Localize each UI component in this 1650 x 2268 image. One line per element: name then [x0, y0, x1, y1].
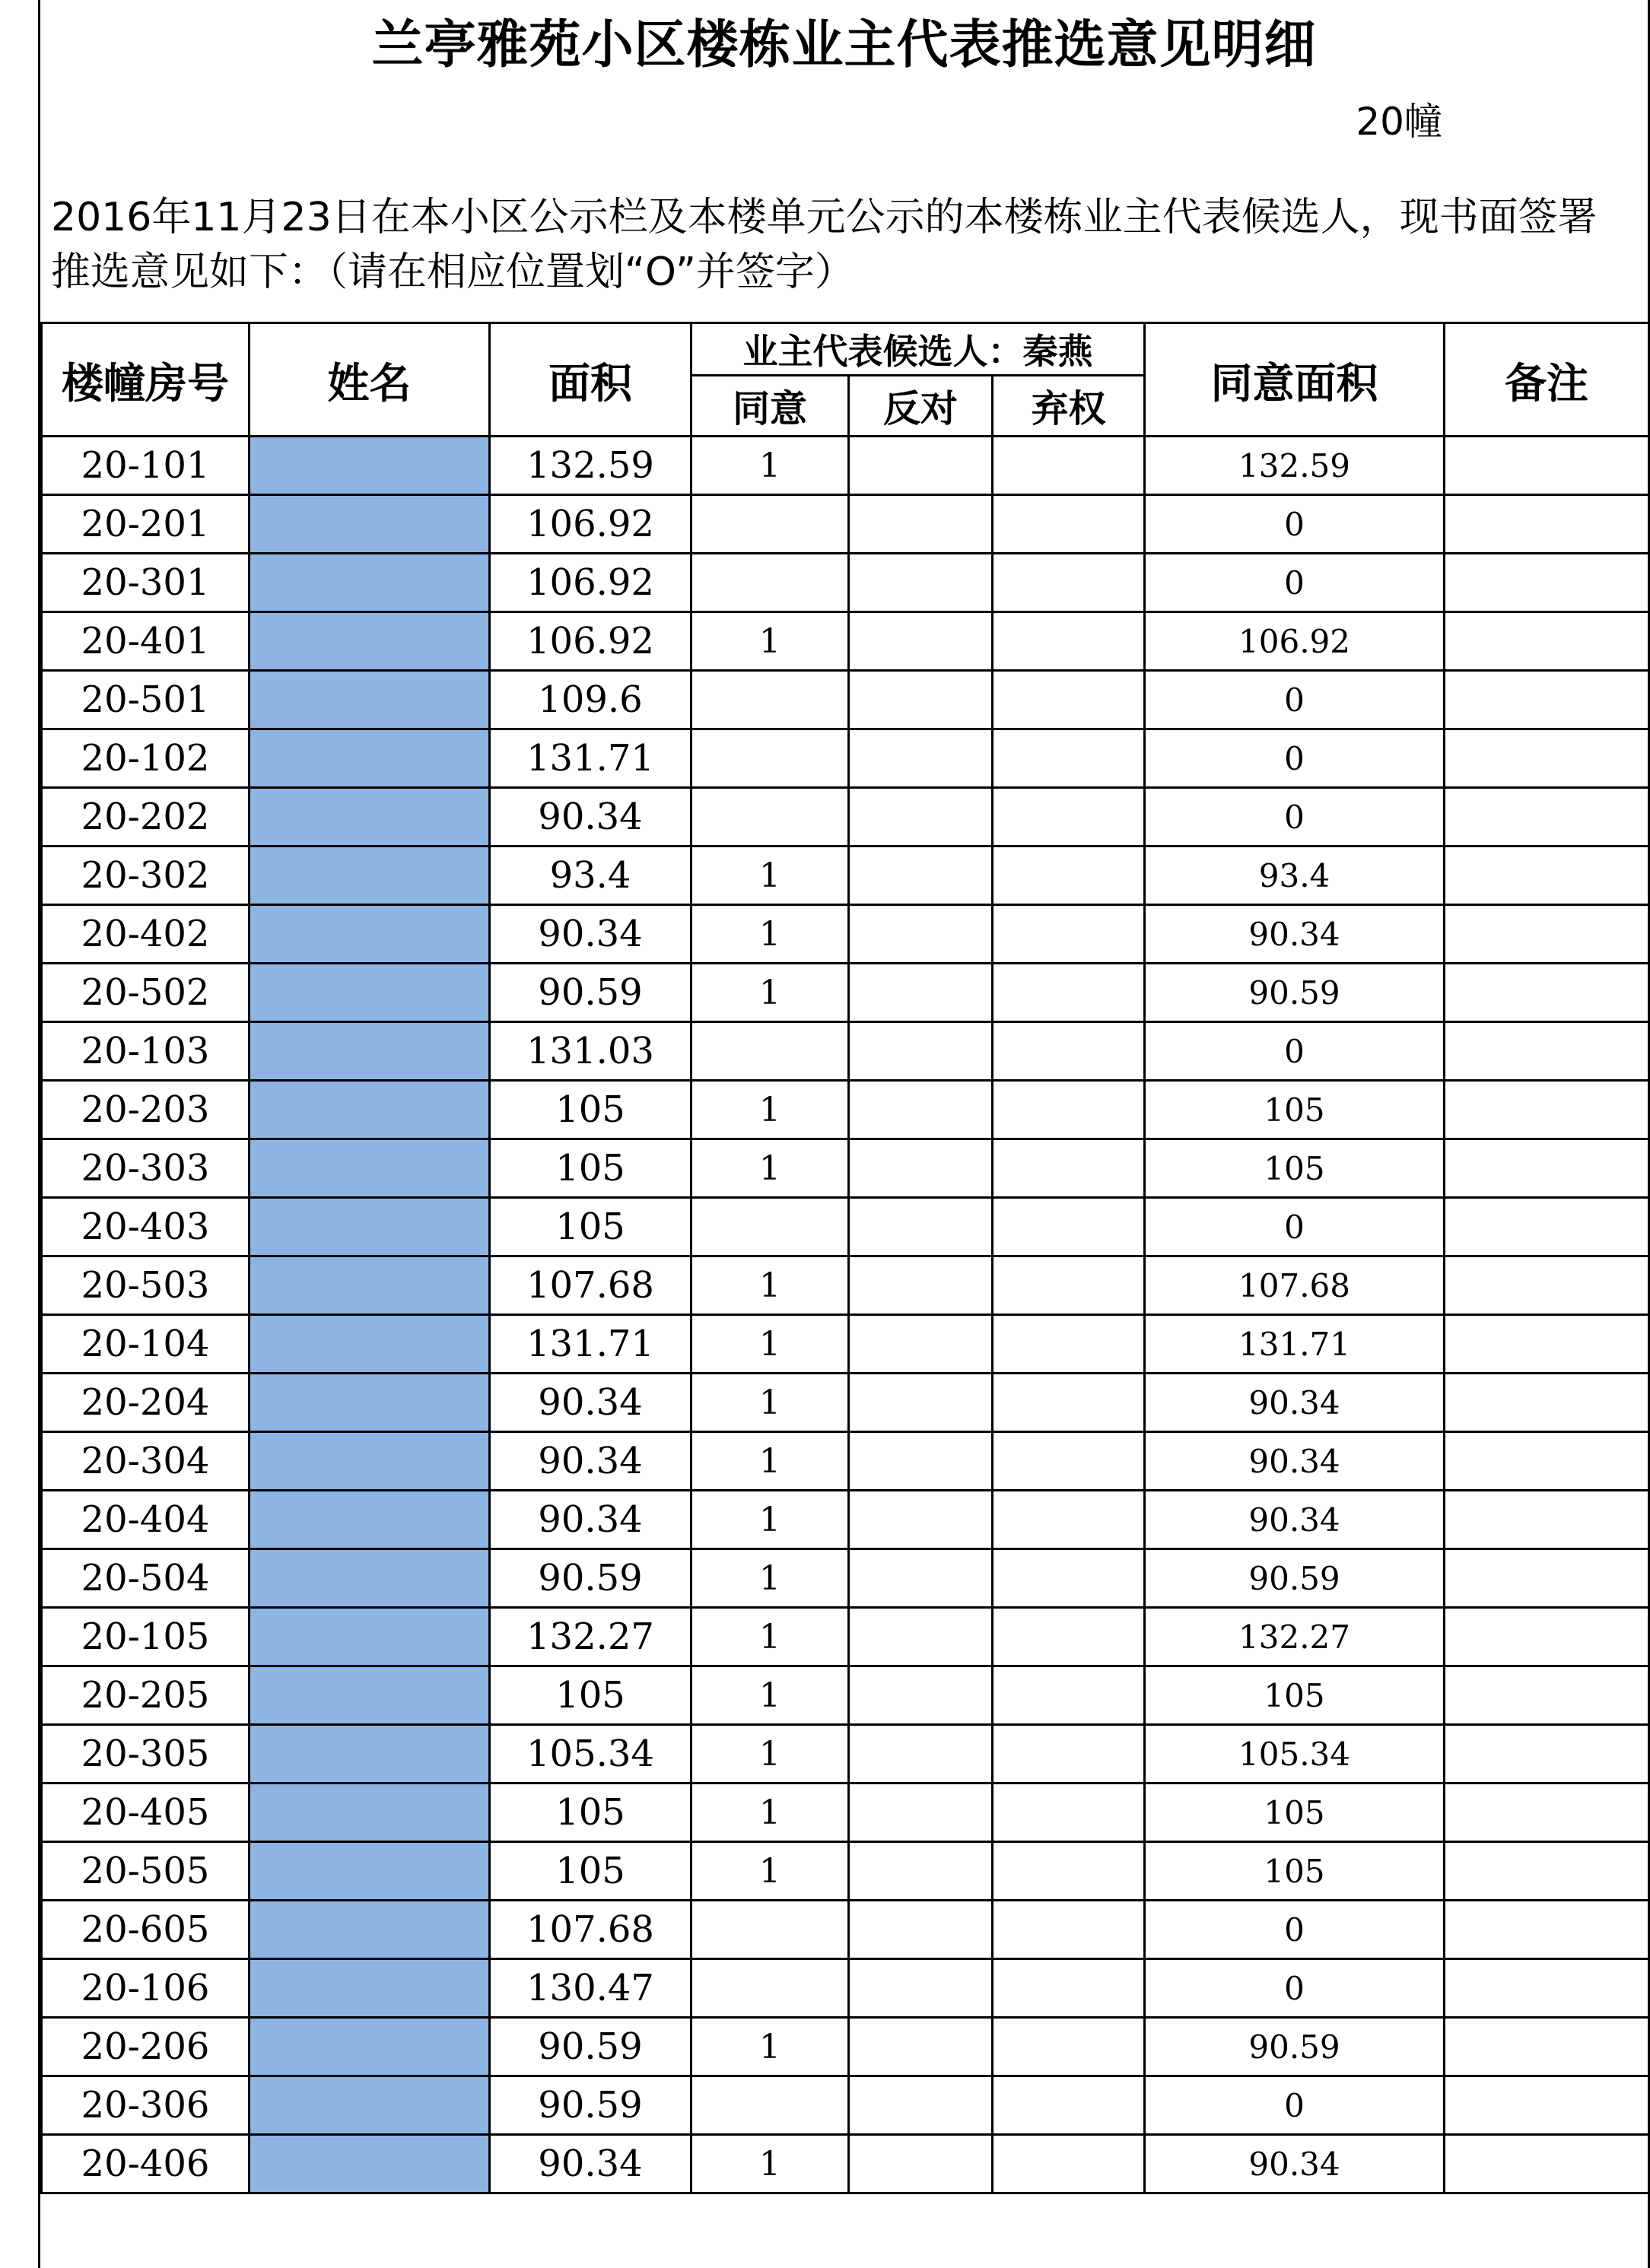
agree-area-cell: 90.59	[1145, 2018, 1445, 2076]
oppose-cell	[849, 2135, 993, 2193]
header-row-top	[42, 323, 1649, 376]
oppose-cell	[849, 2076, 993, 2135]
oppose-cell	[849, 729, 993, 788]
building-number: 20幢	[1356, 100, 1442, 144]
notice-text: 2016年11月23日在本小区公示栏及本楼单元公示的本楼栋业主代表候选人，现书面签署推选意见如下：（请在相应位置划“O”并签字）	[51, 195, 1598, 295]
remark-cell	[1445, 1959, 1649, 2018]
oppose-cell	[849, 1374, 993, 1432]
agree-cell: 1	[691, 2018, 849, 2076]
agree-cell: 1	[691, 1842, 849, 1901]
room-cell: 20-402	[42, 905, 250, 964]
abstain-cell	[993, 1901, 1145, 1959]
oppose-cell	[849, 1022, 993, 1081]
abstain-cell	[993, 554, 1145, 612]
room-cell: 20-605	[42, 1901, 250, 1959]
remark-cell	[1445, 554, 1649, 612]
agree-cell: 1	[691, 1608, 849, 1666]
name-cell	[250, 1725, 490, 1784]
remark-cell	[1445, 1842, 1649, 1901]
area-cell: 90.34	[490, 1374, 691, 1432]
room-cell: 20-404	[42, 1491, 250, 1549]
agree-cell	[691, 1959, 849, 2018]
agree-area-cell: 132.27	[1145, 1608, 1445, 1666]
remark-cell	[1445, 495, 1649, 554]
agree-cell: 1	[691, 2135, 849, 2193]
header-agree: 同意	[691, 376, 849, 437]
name-cell	[250, 2018, 490, 2076]
remark-cell	[1445, 905, 1649, 964]
remark-cell	[1445, 1315, 1649, 1374]
header-name: 姓名	[250, 323, 490, 437]
oppose-cell	[849, 1432, 993, 1491]
oppose-cell	[849, 905, 993, 964]
agree-area-cell: 93.4	[1145, 847, 1445, 905]
area-cell: 105	[490, 1666, 691, 1725]
remark-cell	[1445, 1491, 1649, 1549]
oppose-cell	[849, 671, 993, 729]
agree-area-cell: 106.92	[1145, 612, 1445, 671]
name-cell	[250, 437, 490, 495]
remark-cell	[1445, 1432, 1649, 1491]
name-cell	[250, 1608, 490, 1666]
area-cell: 105.34	[490, 1725, 691, 1784]
room-cell: 20-203	[42, 1081, 250, 1139]
abstain-cell	[993, 2018, 1145, 2076]
table-row	[42, 1432, 1649, 1491]
abstain-cell	[993, 1549, 1145, 1608]
table-row	[42, 495, 1649, 554]
remark-cell	[1445, 2135, 1649, 2193]
room-cell: 20-403	[42, 1198, 250, 1256]
room-cell: 20-405	[42, 1784, 250, 1842]
agree-area-cell: 90.34	[1145, 1491, 1445, 1549]
area-cell: 90.59	[490, 964, 691, 1022]
room-cell: 20-502	[42, 964, 250, 1022]
abstain-cell	[993, 1842, 1145, 1901]
remark-cell	[1445, 1374, 1649, 1432]
agree-area-cell: 90.34	[1145, 905, 1445, 964]
table-body	[42, 437, 1649, 2193]
name-cell	[250, 2076, 490, 2135]
agree-cell	[691, 2076, 849, 2135]
agree-area-cell: 0	[1145, 495, 1445, 554]
table-row	[42, 847, 1649, 905]
oppose-cell	[849, 1959, 993, 2018]
agree-area-cell: 105	[1145, 1139, 1445, 1198]
table-row	[42, 1022, 1649, 1081]
name-cell	[250, 1256, 490, 1315]
area-cell: 132.59	[490, 437, 691, 495]
room-cell: 20-103	[42, 1022, 250, 1081]
room-cell: 20-301	[42, 554, 250, 612]
remark-cell	[1445, 1081, 1649, 1139]
opinion-table	[40, 322, 1650, 2194]
area-cell: 105	[490, 1139, 691, 1198]
room-cell: 20-306	[42, 2076, 250, 2135]
remark-cell	[1445, 671, 1649, 729]
remark-cell	[1445, 1022, 1649, 1081]
table-row	[42, 437, 1649, 495]
agree-cell: 1	[691, 1491, 849, 1549]
abstain-cell	[993, 1022, 1145, 1081]
name-cell	[250, 2135, 490, 2193]
name-cell	[250, 1549, 490, 1608]
table-row	[42, 964, 1649, 1022]
room-cell: 20-202	[42, 788, 250, 847]
abstain-cell	[993, 1315, 1145, 1374]
remark-cell	[1445, 1139, 1649, 1198]
abstain-cell	[993, 1666, 1145, 1725]
name-cell	[250, 1198, 490, 1256]
agree-cell: 1	[691, 1139, 849, 1198]
remark-cell	[1445, 1608, 1649, 1666]
remark-cell	[1445, 1198, 1649, 1256]
abstain-cell	[993, 1432, 1145, 1491]
table-row	[42, 2076, 1649, 2135]
name-cell	[250, 1901, 490, 1959]
area-cell: 109.6	[490, 671, 691, 729]
area-cell: 130.47	[490, 1959, 691, 2018]
area-cell: 90.59	[490, 2076, 691, 2135]
name-cell	[250, 671, 490, 729]
agree-cell: 1	[691, 1081, 849, 1139]
name-cell	[250, 1374, 490, 1432]
area-cell: 107.68	[490, 1901, 691, 1959]
oppose-cell	[849, 437, 993, 495]
agree-area-cell: 105	[1145, 1842, 1445, 1901]
agree-area-cell: 105	[1145, 1081, 1445, 1139]
abstain-cell	[993, 1725, 1145, 1784]
table-row	[42, 1374, 1649, 1432]
abstain-cell	[993, 612, 1145, 671]
agree-cell	[691, 1901, 849, 1959]
name-cell	[250, 1022, 490, 1081]
oppose-cell	[849, 1081, 993, 1139]
agree-area-cell: 90.34	[1145, 1432, 1445, 1491]
name-cell	[250, 788, 490, 847]
abstain-cell	[993, 1256, 1145, 1315]
agree-cell	[691, 788, 849, 847]
table-row	[42, 1139, 1649, 1198]
remark-cell	[1445, 1784, 1649, 1842]
remark-cell	[1445, 1725, 1649, 1784]
area-cell: 131.71	[490, 1315, 691, 1374]
oppose-cell	[849, 1901, 993, 1959]
agree-area-cell: 90.59	[1145, 964, 1445, 1022]
area-cell: 90.34	[490, 1491, 691, 1549]
name-cell	[250, 847, 490, 905]
oppose-cell	[849, 788, 993, 847]
agree-cell: 1	[691, 1725, 849, 1784]
room-cell: 20-401	[42, 612, 250, 671]
name-cell	[250, 612, 490, 671]
name-cell	[250, 1666, 490, 1725]
name-cell	[250, 495, 490, 554]
room-cell: 20-503	[42, 1256, 250, 1315]
room-cell: 20-505	[42, 1842, 250, 1901]
abstain-cell	[993, 1491, 1145, 1549]
agree-cell	[691, 495, 849, 554]
agree-cell: 1	[691, 437, 849, 495]
name-cell	[250, 1315, 490, 1374]
area-cell: 107.68	[490, 1256, 691, 1315]
area-cell: 106.92	[490, 495, 691, 554]
agree-area-cell: 132.59	[1145, 437, 1445, 495]
table-row	[42, 2135, 1649, 2193]
table-row	[42, 1081, 1649, 1139]
agree-area-cell: 0	[1145, 1198, 1445, 1256]
agree-cell	[691, 554, 849, 612]
name-cell	[250, 964, 490, 1022]
header-abstain: 弃权	[993, 376, 1145, 437]
agree-area-cell: 0	[1145, 729, 1445, 788]
remark-cell	[1445, 612, 1649, 671]
agree-area-cell: 105	[1145, 1784, 1445, 1842]
name-cell	[250, 729, 490, 788]
agree-cell: 1	[691, 1256, 849, 1315]
oppose-cell	[849, 964, 993, 1022]
agree-cell	[691, 1022, 849, 1081]
area-cell: 93.4	[490, 847, 691, 905]
header-agree-area: 同意面积	[1145, 323, 1445, 437]
room-cell: 20-501	[42, 671, 250, 729]
area-cell: 90.59	[490, 2018, 691, 2076]
area-cell: 106.92	[490, 612, 691, 671]
remark-cell	[1445, 437, 1649, 495]
abstain-cell	[993, 1784, 1145, 1842]
table-row	[42, 1315, 1649, 1374]
table-row	[42, 729, 1649, 788]
room-cell: 20-204	[42, 1374, 250, 1432]
agree-area-cell: 0	[1145, 1959, 1445, 2018]
agree-area-cell: 0	[1145, 671, 1445, 729]
room-cell: 20-302	[42, 847, 250, 905]
name-cell	[250, 905, 490, 964]
agree-area-cell: 107.68	[1145, 1256, 1445, 1315]
oppose-cell	[849, 1491, 993, 1549]
abstain-cell	[993, 2076, 1145, 2135]
remark-cell	[1445, 1256, 1649, 1315]
room-cell: 20-104	[42, 1315, 250, 1374]
table-row	[42, 788, 1649, 847]
agree-area-cell: 0	[1145, 1901, 1445, 1959]
agree-area-cell: 90.34	[1145, 2135, 1445, 2193]
remark-cell	[1445, 847, 1649, 905]
table-row	[42, 1725, 1649, 1784]
table-row	[42, 612, 1649, 671]
abstain-cell	[993, 2135, 1145, 2193]
agree-cell	[691, 1198, 849, 1256]
area-cell: 106.92	[490, 554, 691, 612]
header-oppose: 反对	[849, 376, 993, 437]
oppose-cell	[849, 495, 993, 554]
abstain-cell	[993, 1959, 1145, 2018]
oppose-cell	[849, 1315, 993, 1374]
name-cell	[250, 1959, 490, 2018]
agree-area-cell: 105.34	[1145, 1725, 1445, 1784]
table-row	[42, 671, 1649, 729]
agree-area-cell: 90.34	[1145, 1374, 1445, 1432]
area-cell: 105	[490, 1784, 691, 1842]
area-cell: 90.34	[490, 905, 691, 964]
room-cell: 20-101	[42, 437, 250, 495]
remark-cell	[1445, 729, 1649, 788]
area-cell: 105	[490, 1198, 691, 1256]
page-title: 兰亭雅苑小区楼栋业主代表推选意见明细	[371, 15, 1317, 75]
agree-cell	[691, 729, 849, 788]
room-cell: 20-205	[42, 1666, 250, 1725]
agree-area-cell: 105	[1145, 1666, 1445, 1725]
agree-cell: 1	[691, 1432, 849, 1491]
oppose-cell	[849, 1256, 993, 1315]
oppose-cell	[849, 1784, 993, 1842]
table-row	[42, 1608, 1649, 1666]
header-remark: 备注	[1445, 323, 1649, 437]
abstain-cell	[993, 1374, 1145, 1432]
remark-cell	[1445, 2076, 1649, 2135]
abstain-cell	[993, 437, 1145, 495]
area-cell: 105	[490, 1842, 691, 1901]
name-cell	[250, 1842, 490, 1901]
table-row	[42, 1959, 1649, 2018]
remark-cell	[1445, 2018, 1649, 2076]
table-row	[42, 554, 1649, 612]
agree-cell: 1	[691, 1374, 849, 1432]
area-cell: 90.34	[490, 788, 691, 847]
remark-cell	[1445, 1549, 1649, 1608]
area-cell: 131.71	[490, 729, 691, 788]
header-room: 楼幢房号	[42, 323, 250, 437]
table-row	[42, 1491, 1649, 1549]
agree-area-cell: 0	[1145, 2076, 1445, 2135]
oppose-cell	[849, 1139, 993, 1198]
remark-cell	[1445, 788, 1649, 847]
room-cell: 20-106	[42, 1959, 250, 2018]
name-cell	[250, 1432, 490, 1491]
table-row	[42, 1666, 1649, 1725]
room-cell: 20-201	[42, 495, 250, 554]
spreadsheet-page	[38, 0, 1650, 2268]
oppose-cell	[849, 1198, 993, 1256]
name-cell	[250, 1139, 490, 1198]
area-cell: 132.27	[490, 1608, 691, 1666]
abstain-cell	[993, 1081, 1145, 1139]
room-cell: 20-304	[42, 1432, 250, 1491]
oppose-cell	[849, 554, 993, 612]
table-row	[42, 1784, 1649, 1842]
agree-cell: 1	[691, 1784, 849, 1842]
agree-cell: 1	[691, 964, 849, 1022]
room-cell: 20-504	[42, 1549, 250, 1608]
room-cell: 20-102	[42, 729, 250, 788]
agree-cell: 1	[691, 905, 849, 964]
name-cell	[250, 1491, 490, 1549]
oppose-cell	[849, 612, 993, 671]
agree-area-cell: 0	[1145, 1022, 1445, 1081]
agree-area-cell: 0	[1145, 788, 1445, 847]
area-cell: 105	[490, 1081, 691, 1139]
oppose-cell	[849, 1549, 993, 1608]
room-cell: 20-105	[42, 1608, 250, 1666]
abstain-cell	[993, 671, 1145, 729]
oppose-cell	[849, 1725, 993, 1784]
table-row	[42, 2018, 1649, 2076]
oppose-cell	[849, 847, 993, 905]
room-cell: 20-206	[42, 2018, 250, 2076]
table-row	[42, 905, 1649, 964]
abstain-cell	[993, 1608, 1145, 1666]
table-row	[42, 1842, 1649, 1901]
agree-cell: 1	[691, 1666, 849, 1725]
abstain-cell	[993, 729, 1145, 788]
agree-area-cell: 90.59	[1145, 1549, 1445, 1608]
name-cell	[250, 1081, 490, 1139]
oppose-cell	[849, 1842, 993, 1901]
agree-cell: 1	[691, 1549, 849, 1608]
abstain-cell	[993, 788, 1145, 847]
room-cell: 20-406	[42, 2135, 250, 2193]
table-row	[42, 1256, 1649, 1315]
room-cell: 20-303	[42, 1139, 250, 1198]
abstain-cell	[993, 905, 1145, 964]
agree-area-cell: 0	[1145, 554, 1445, 612]
area-cell: 90.59	[490, 1549, 691, 1608]
room-cell: 20-305	[42, 1725, 250, 1784]
agree-cell: 1	[691, 847, 849, 905]
name-cell	[250, 1784, 490, 1842]
abstain-cell	[993, 847, 1145, 905]
abstain-cell	[993, 495, 1145, 554]
header-candidate: 业主代表候选人：秦燕	[691, 323, 1145, 376]
header-area: 面积	[490, 323, 691, 437]
agree-area-cell: 131.71	[1145, 1315, 1445, 1374]
area-cell: 90.34	[490, 2135, 691, 2193]
agree-cell: 1	[691, 1315, 849, 1374]
remark-cell	[1445, 1666, 1649, 1725]
agree-cell: 1	[691, 612, 849, 671]
oppose-cell	[849, 1608, 993, 1666]
abstain-cell	[993, 1198, 1145, 1256]
oppose-cell	[849, 1666, 993, 1725]
remark-cell	[1445, 1901, 1649, 1959]
oppose-cell	[849, 2018, 993, 2076]
name-cell	[250, 554, 490, 612]
abstain-cell	[993, 964, 1145, 1022]
table-row	[42, 1901, 1649, 1959]
agree-cell	[691, 671, 849, 729]
area-cell: 131.03	[490, 1022, 691, 1081]
table-row	[42, 1198, 1649, 1256]
remark-cell	[1445, 964, 1649, 1022]
area-cell: 90.34	[490, 1432, 691, 1491]
abstain-cell	[993, 1139, 1145, 1198]
table-row	[42, 1549, 1649, 1608]
